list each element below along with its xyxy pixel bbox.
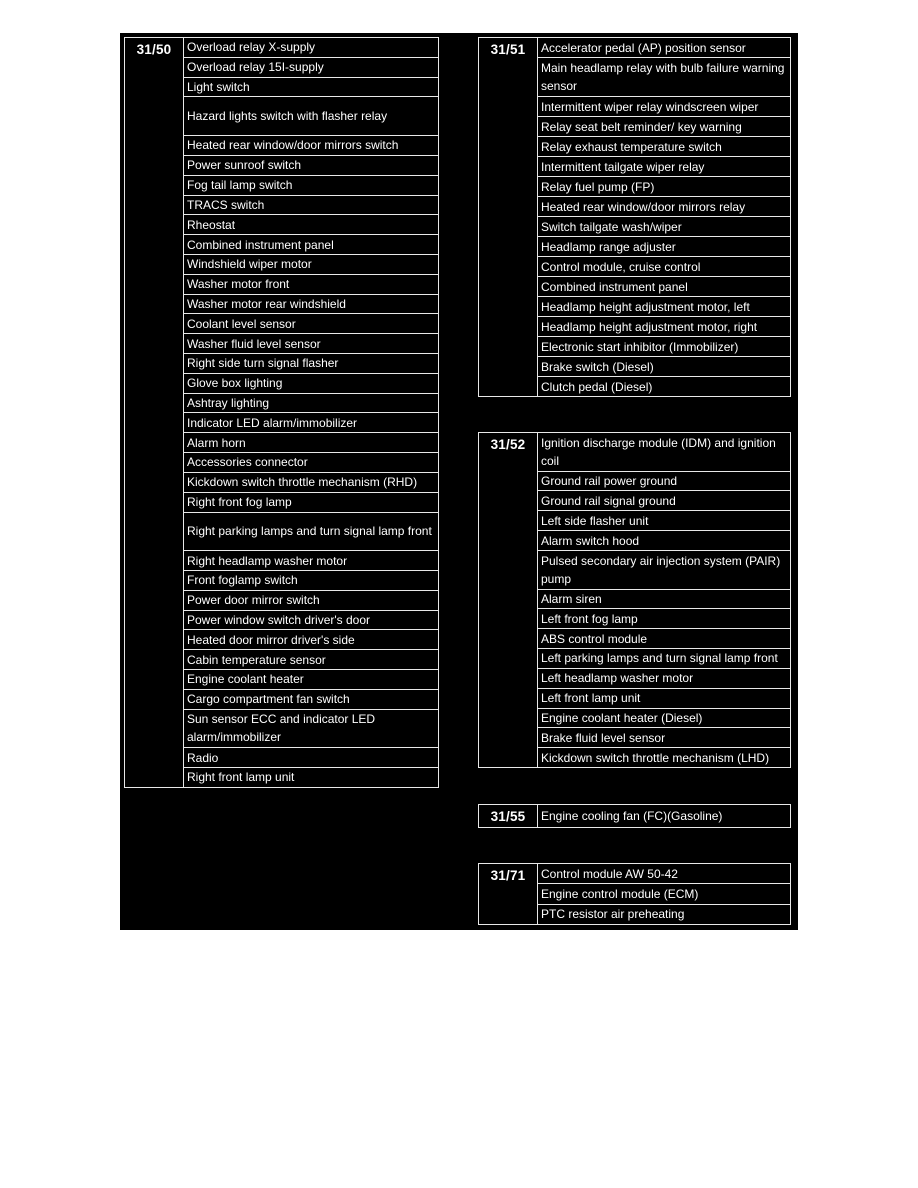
pin-list (538, 433, 790, 767)
pin-item: Relay seat belt reminder/ key warning (538, 117, 790, 137)
pin-item: Electronic start inhibitor (Immobilizer) (538, 337, 790, 357)
pin-item: ABS control module (538, 629, 790, 649)
connector-id: 31/52 (479, 433, 538, 767)
pin-item: Left headlamp washer motor (538, 669, 790, 689)
pin-item: Hazard lights switch with flasher relay (184, 97, 438, 136)
pin-item: Heated door mirror driver's side (184, 630, 438, 650)
pin-item: Overload relay X-supply (184, 38, 438, 58)
pin-item: Light switch (184, 78, 438, 98)
pin-item: Heated rear window/door mirrors switch (184, 136, 438, 156)
pin-item: Ignition discharge module (IDM) and ignition coil (538, 433, 790, 472)
pin-item: Kickdown switch throttle mechanism (LHD) (541, 750, 770, 765)
pin-item: Intermittent wiper relay windscreen wiper (538, 97, 790, 117)
pin-item: Right parking lamps and turn signal lamp front (184, 513, 438, 552)
pin-item: Ground rail signal ground (538, 491, 790, 511)
pin-item: Brake fluid level sensor (538, 728, 790, 748)
pin-item: Right side turn signal flasher (184, 354, 438, 374)
pin-item: Kickdown switch throttle mechanism (RHD) (184, 473, 438, 493)
connector-id: 31/50 (125, 38, 184, 787)
pin-item: Washer motor front (184, 275, 438, 295)
pin-list (538, 864, 790, 924)
connector-group-31-52 (478, 432, 791, 768)
pin-item: Combined instrument panel (538, 277, 790, 297)
pin-item: Relay exhaust temperature switch (538, 137, 790, 157)
pin-item: Pulsed secondary air injection system (PAIR) pump (538, 551, 790, 590)
pin-item: Control module, cruise control (538, 257, 790, 277)
pin-item: Heated rear window/door mirrors relay (538, 197, 790, 217)
pin-item: Power sunroof switch (184, 156, 438, 176)
pin-item: Headlamp height adjustment motor, left (538, 297, 790, 317)
pin-item: Right front lamp unit (187, 770, 295, 785)
pin-item: Glove box lighting (184, 374, 438, 394)
connector-id: 31/71 (479, 864, 538, 924)
pin-item: Right front fog lamp (184, 493, 438, 513)
pin-item: Accessories connector (184, 453, 438, 473)
pin-item: Washer fluid level sensor (184, 334, 438, 354)
pin-item: Overload relay 15I-supply (184, 58, 438, 78)
pin-item: Alarm siren (538, 590, 790, 610)
pin-item: Headlamp height adjustment motor, right (538, 317, 790, 337)
pin-item: Headlamp range adjuster (538, 237, 790, 257)
pin-item: Relay fuel pump (FP) (538, 177, 790, 197)
pin-item: Left side flasher unit (538, 511, 790, 531)
pin-item: Rheostat (184, 215, 438, 235)
pin-item: TRACS switch (184, 196, 438, 216)
pin-item: Fog tail lamp switch (184, 176, 438, 196)
pin-item: Engine cooling fan (FC)(Gasoline) (541, 809, 723, 823)
pin-item: Engine coolant heater (184, 670, 438, 690)
pin-item: Clutch pedal (Diesel) (541, 379, 653, 394)
pin-item: Power window switch driver's door (184, 611, 438, 631)
connector-group-31-55 (478, 804, 791, 828)
pin-item: Intermittent tailgate wiper relay (538, 157, 790, 177)
pin-item: Cargo compartment fan switch (184, 690, 438, 710)
pin-item: Indicator LED alarm/immobilizer (184, 413, 438, 433)
pin-item: Engine coolant heater (Diesel) (538, 709, 790, 729)
pin-item: Switch tailgate wash/wiper (538, 217, 790, 237)
pin-item: Coolant level sensor (184, 314, 438, 334)
pin-item: Engine control module (ECM) (538, 884, 790, 904)
pin-item: Radio (184, 748, 438, 768)
pin-item: Main headlamp relay with bulb failure warning sensor (538, 58, 790, 97)
connector-group-31-71 (478, 863, 791, 925)
pin-item: PTC resistor air preheating (541, 907, 685, 922)
pin-item: Power door mirror switch (184, 591, 438, 611)
pin-item: Right headlamp washer motor (184, 551, 438, 571)
pin-list (184, 38, 438, 787)
pin-item: Alarm horn (184, 433, 438, 453)
pin-item: Brake switch (Diesel) (538, 357, 790, 377)
connector-id: 31/51 (479, 38, 538, 396)
pin-item: Left front fog lamp (538, 609, 790, 629)
pin-item: Left parking lamps and turn signal lamp front (538, 649, 790, 669)
pin-item: Left front lamp unit (538, 689, 790, 709)
pin-list (538, 805, 790, 827)
pin-item: Ground rail power ground (538, 472, 790, 492)
pin-item: Combined instrument panel (184, 235, 438, 255)
pin-item: Cabin temperature sensor (184, 650, 438, 670)
connector-id: 31/55 (479, 805, 538, 827)
connector-group-31-50 (124, 37, 439, 788)
pin-list (538, 38, 790, 396)
pin-item: Control module AW 50-42 (538, 864, 790, 884)
pin-item: Washer motor rear windshield (184, 295, 438, 315)
pin-item: Accelerator pedal (AP) position sensor (538, 38, 790, 58)
pin-item: Alarm switch hood (538, 531, 790, 551)
connector-group-31-51 (478, 37, 791, 397)
pin-item: Sun sensor ECC and indicator LED alarm/immobilizer (184, 710, 438, 749)
pin-item: Windshield wiper motor (184, 255, 438, 275)
pin-item: Front foglamp switch (184, 571, 438, 591)
pin-item: Ashtray lighting (184, 394, 438, 414)
